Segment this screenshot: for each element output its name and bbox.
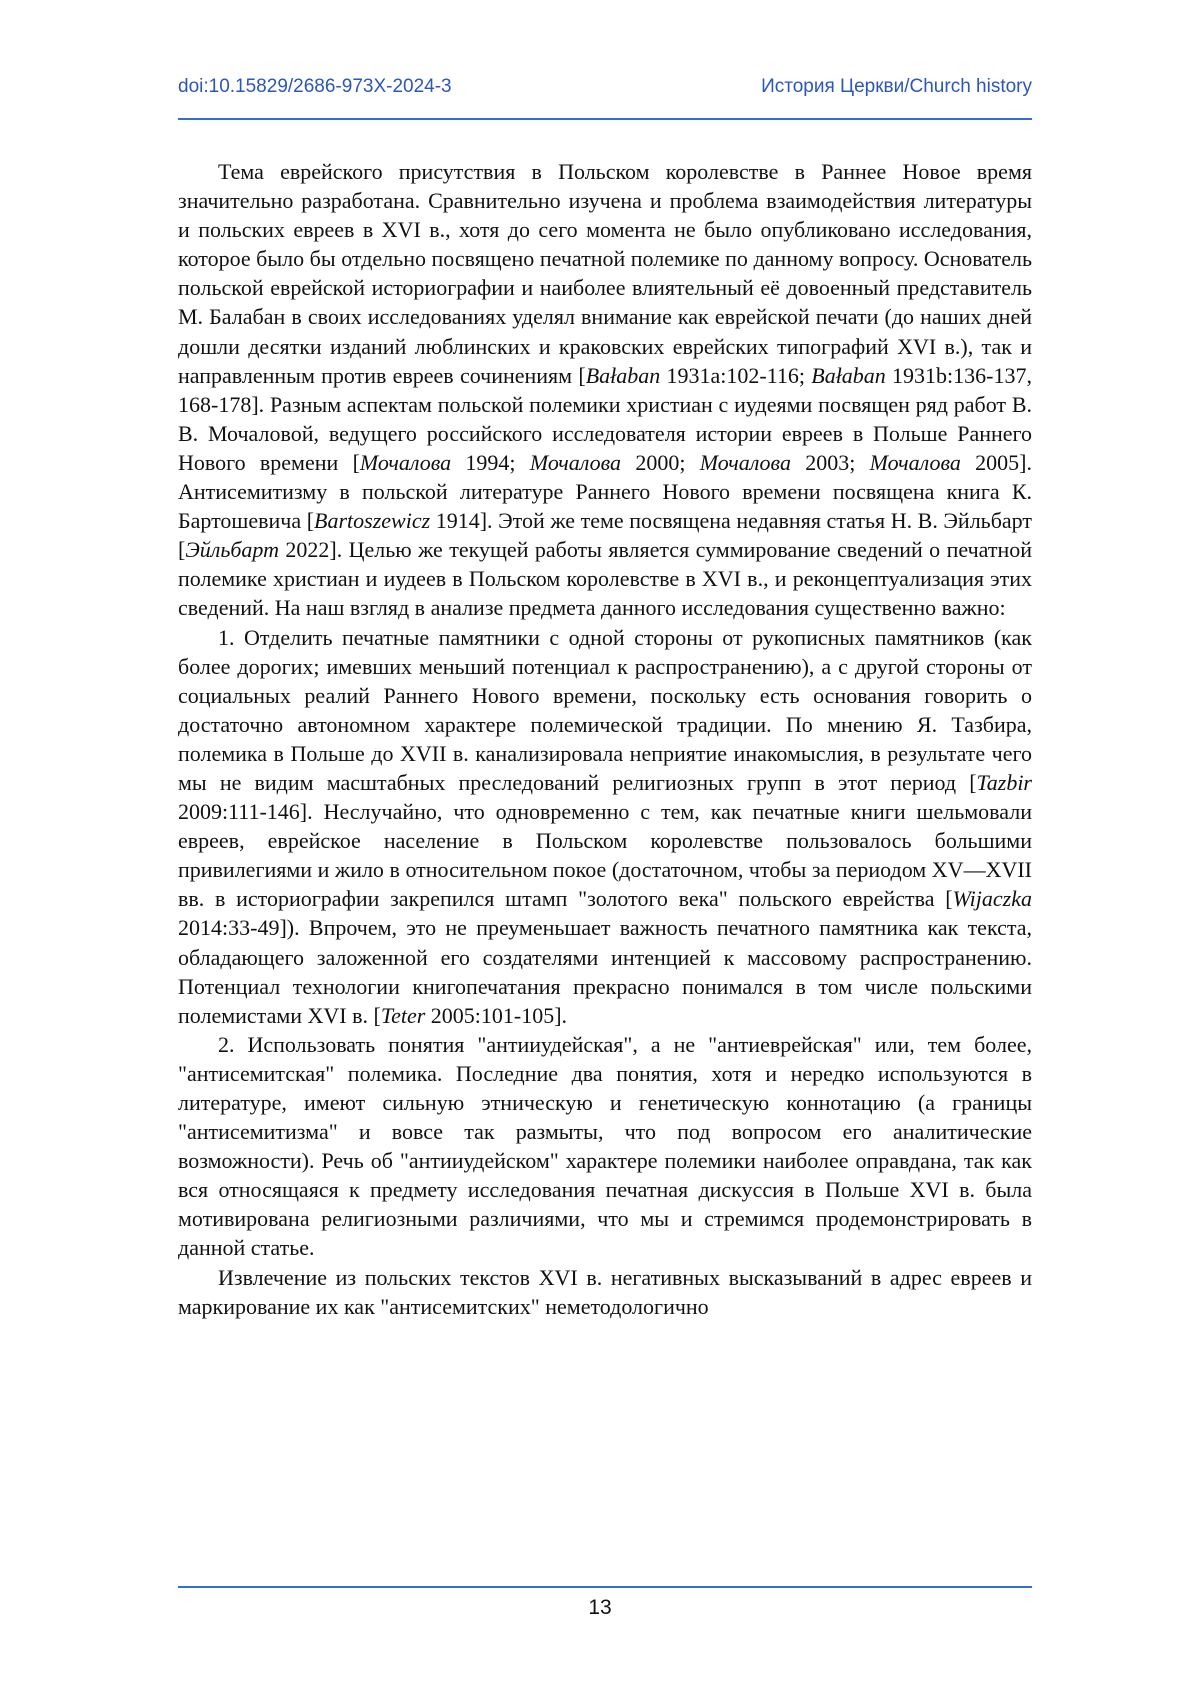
body-paragraph: 2. Использовать понятия "антииудейская", а не "антиеврейская" или, тем более, "антисемитская" полемика. Последние два понятия, хотя и нередко используются в литературе, имеют сильную этническую и генетическую коннотацию (а границы "антисемитизма" и вовсе так размыты, что под вопросом его аналитические возможности). Речь об "антииудейском" характере полемики наиболее оправдана, так как вся относящаяся к предмету исследования печатная дискуссия в Польше XVI в. была мотивирована религиозными различиями, что мы и стремимся продемонстрировать в данной статье. [178,1030,1032,1263]
citation-author: Мочалова [530,450,621,475]
citation-author: Bałaban [811,363,886,388]
section-title: История Церкви/Church history [761,76,1032,98]
page-number: 13 [0,1596,1200,1620]
citation-author: Мочалова [870,450,961,475]
citation-author: Teter [381,1003,425,1028]
citation-author: Bartoszewicz [314,508,430,533]
citation-author: Эйльбарт [185,537,279,562]
article-body [178,157,1032,1321]
citation-author: Bałaban [586,363,661,388]
citation-author: Мочалова [700,450,791,475]
citation-author: Tazbir [977,770,1032,795]
running-header [178,76,1032,106]
citation-author: Wijaczka [953,886,1032,911]
body-paragraph: Извлечение из польских текстов XVI в. негативных высказываний в адрес евреев и маркирование их как "антисемитских" неметодологично [178,1263,1032,1321]
footer-rule [178,1586,1032,1588]
body-paragraph: 1. Отделить печатные памятники с одной стороны от рукописных памятников (как более дорогих; имевших меньший потенциал к распространению), а с другой стороны от социальных реалий Раннего Нового времени, поскольку есть основания говорить о достаточно автономном характере полемической традиции. По мнению Я. Тазбира, полемика в Польше до XVII в. канализировала неприятие инакомыслия, в результате чего мы не видим масштабных преследований религиозных групп в этот период [Tazbir 2009:111-146]. Неслучайно, что одновременно с тем, как печатные книги шельмовали евреев, еврейское население в Польском королевстве пользовалось большими привилегиями и жило в относительном покое (достаточном, чтобы за периодом XV—XVII вв. в историографии закрепился штамп "золотого века" польского еврейства [Wijaczka 2014:33-49]). Впрочем, это не преуменьшает важность печатного памятника как текста, обладающего заложенной его создателями интенцией к массовому распространению. Потенциал технологии книгопечатания прекрасно понимался в том числе польскими полемистами XVI в. [Teter 2005:101-105]. [178,623,1032,1030]
document-page [0,0,1200,1694]
doi-link[interactable]: doi:10.15829/2686-973X-2024-3 [178,76,452,98]
citation-author: Мочалова [360,450,451,475]
header-rule [178,118,1032,120]
body-paragraph: Тема еврейского присутствия в Польском королевстве в Раннее Новое время значительно разработана. Сравнительно изучена и проблема взаимодействия литературы и польских евреев в XVI в., хотя до сего момента не было опубликовано исследования, которое было бы отдельно посвящено печатной полемике по данному вопросу. Основатель польской еврейской историографии и наиболее влиятельный её довоенный представитель М. Балабан в своих исследованиях уделял внимание как еврейской печати (до наших дней дошли десятки изданий люблинских и краковских еврейских типографий XVI в.), так и направленным против евреев сочинениям [Bałaban 1931a:102-116; Bałaban 1931b:136-137, 168-178]. Разным аспектам польской полемики христиан с иудеями посвящен ряд работ В. В. Мочаловой, ведущего российского исследователя истории евреев в Польше Раннего Нового времени [Мочалова 1994; Мочалова 2000; Мочалова 2003; Мочалова 2005]. Антисемитизму в польской литературе Раннего Нового времени посвящена книга К. Бартошевича [Bartoszewicz 1914]. Этой же теме посвящена недавняя статья Н. В. Эйльбарт [Эйльбарт 2022]. Целью же текущей работы является суммирование сведений о печатной полемике христиан и иудеев в Польском королевстве в XVI в., и реконцептуализация этих сведений. На наш взгляд в анализе предмета данного исследования существенно важно: [178,157,1032,623]
